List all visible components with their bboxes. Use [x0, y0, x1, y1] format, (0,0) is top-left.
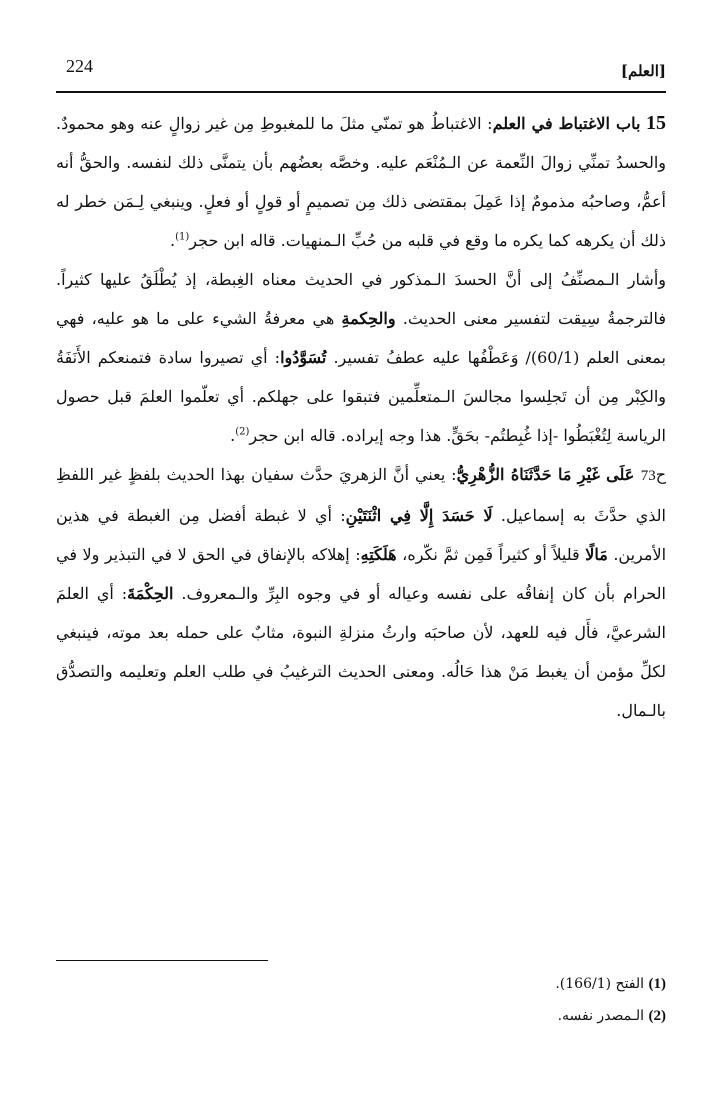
hadith-term: مَالًا: [585, 545, 608, 564]
footnote-item: [56, 968, 666, 1000]
footnote-number: (2): [648, 1008, 666, 1024]
footnote-divider: [56, 960, 268, 961]
paragraph-text: : أي العلمَ الشرعيَّ، فأَل فيه للعهد، لأن صاحبَه وارثُ منزلةِ النبوة، مثابٌ على حمله بعد موته، فينبغي لكلِّ مؤمن أن يغبط مَنْ هذا حَالُه. ومعنى الحديث الترغيبُ في طلب العلم وتعليمه والتصدُّق بالـمال.: [56, 584, 666, 720]
paragraph-hadith-73: [56, 455, 666, 730]
paragraph-text: : يعني أنَّ الزهريَ حدَّث سفيان بهذا الحديث بلفظٍ غير اللفظِ الذي حدَّثَ به إسماعيل.: [56, 465, 666, 525]
running-head: [العلم]: [620, 62, 666, 80]
paragraph-explanation: [56, 260, 666, 455]
paragraph-text: وأشار الـمصنِّفُ إلى أنَّ الحسدَ الـمذكور في الحديث معناه الغِبطة، إذ يُطْلَقُ عليها كثيراً. فالترجمةُ سِيقت لتفسير معنى الحديث.: [56, 270, 667, 328]
paragraph-text: هي معرفةُ الشيء على ما هو عليه، فهي بمعنى العلم (60/1)/ وَعَطْفُها عليه عطفُ تفسير.: [56, 309, 667, 367]
main-text: [56, 104, 666, 730]
page-number: 224: [66, 56, 93, 76]
paragraph-text: : إهلاكه بالإنفاق في الحق لا في التبذير ولا في الحرام بأن كان إنفاقُه على نفسه وعياله أو في وجوه البِرِّ والـمعروف.: [56, 545, 667, 603]
hadith-term: هَلَكَتِهِ: [360, 545, 397, 564]
chapter-number: 15: [646, 112, 666, 134]
footnote-text: الفتح (166/1).: [555, 976, 645, 992]
footnote-number: (1): [648, 976, 666, 992]
hadith-prefix: ح: [655, 465, 667, 484]
hadith-term: تُسَوَّدُوا: [280, 348, 327, 367]
hadith-term: والحِكمةِ: [341, 309, 396, 328]
footnote-item: [56, 1000, 666, 1032]
paragraph-text: : الاغتباطُ هو تمنّي مثلَ ما للمغبوطِ مِن غير زوالٍ عنه وهو محمودٌ. والحسدُ تمنِّي زوالَ النِّعمة عن الـمُنْعَم عليه. وخصَّه بعضُهم بأن يتمنَّى ذلك لنفسه. والحقُّ أنه أعمُّ، وصاحبُه مذمومٌ إذا عَمِلَ بمقتضى ذلك مِن تصميمٍ أو قولٍ أو فعلٍ. وينبغي لِـمَن خطر له ذلك أن يكرهه كما يكره ما وقع في قلبه من حُبِّ الـمنهيات. قاله ابن حجر: [56, 114, 666, 250]
hadith-term: الحِكْمَةَ: [127, 584, 174, 603]
footnote-text: الـمصدر نفسه.: [557, 1008, 645, 1024]
footnotes: [56, 968, 666, 1032]
chapter-heading: باب الاغتباط في العلم: [492, 114, 641, 133]
hadith-number: 73: [640, 468, 656, 484]
paragraph-text: .: [230, 426, 236, 445]
footnote-ref: (1): [175, 231, 190, 243]
hadith-term: عَلَى غَيْرِ مَا حَدَّثَنَاهُ الزُّهْرِيُّ: [456, 465, 641, 484]
footnote-ref: (2): [235, 426, 250, 438]
hadith-term: لَا حَسَدَ إِلَّا فِي اثْنَتَيْنِ: [345, 506, 493, 525]
header-divider: [56, 91, 666, 93]
paragraph-chapter-15: [56, 104, 666, 260]
paragraph-text: : أي تصيروا سادة فتمنعكم الأَنَفَةُ والكِبْر مِن أن تَجلِسوا مجالسَ الـمتعلِّمين فتبقوا على جهلكم. أي تعلّموا العلمَ قبل حصول الرياسة لِتُغْبَطُوا -إذا غُبِطتُم- بحَقٍّ. هذا وجه إيراده. قاله ابن حجر: [56, 348, 666, 445]
paragraph-text: : أي لا غبطة أفضل مِن الغبطة في هذين الأمرين.: [56, 506, 667, 564]
paragraph-text: قليلاً أو كثيراً فَمِن ثمَّ نكّره،: [396, 545, 586, 564]
page-header: [56, 50, 666, 90]
paragraph-text: .: [170, 231, 176, 250]
